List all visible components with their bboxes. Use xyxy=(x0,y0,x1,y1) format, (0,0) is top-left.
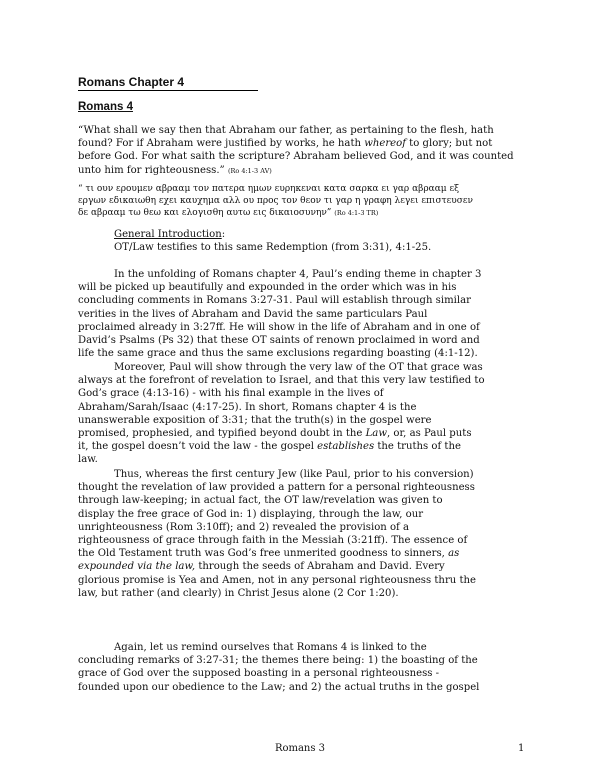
p2-line-7-a: it, the gospel doesn’t void the law - the gospel xyxy=(78,441,318,453)
chapter-title: Romans Chapter 4 xyxy=(78,76,258,91)
p2-line-1: Moreover, Paul will show through the very law of the OT that grace was xyxy=(114,362,483,373)
p2-establishes: establishes xyxy=(317,441,375,453)
p2-line-4: Abraham/Sarah/Isaac (4:17-25). In short, Romans chapter 4 is the xyxy=(78,401,417,413)
quote-english-whereof: whereof xyxy=(364,138,406,150)
section-title: Romans 4 xyxy=(78,101,133,113)
p2-line-7 xyxy=(78,440,530,453)
quote-greek-line-2: εργων εδικαιωθη εχει καυχημα αλλ ου προς τον θεον τι γαρ η γραφη λεγει επιστευσεν xyxy=(78,196,473,206)
p3-line-8-b: through the seeds of Abraham and David. Every xyxy=(195,561,445,573)
p3-line-6: righteousness of grace through faith in the Messiah (3:21ff). The essence of xyxy=(78,535,468,547)
p2-line-6-a: promised, prophesied, and typified beyond doubt in the xyxy=(78,428,366,440)
p3-line-4: display the free grace of God in: 1) displaying, through the law, our xyxy=(78,508,424,520)
p4-line-3: grace of God over the supposed boasting in a personal righteousness - xyxy=(78,668,440,680)
intro-section xyxy=(114,228,530,254)
quote-english-line-2-text: found? For if Abraham were justified by works, he hath xyxy=(78,138,365,150)
p1-line-3: concluding comments in Romans 3:27-31. Paul will establish through similar xyxy=(78,295,471,307)
p3-as: as xyxy=(448,548,460,560)
intro-heading-colon: : xyxy=(221,229,226,240)
footer-title: Romans 3 xyxy=(274,743,326,754)
p2-law: Law xyxy=(365,428,387,440)
p3-line-7 xyxy=(78,547,530,560)
p1-line-6: David’s Psalms (Ps 32) that these OT saints of renown proclaimed in word and xyxy=(78,335,480,347)
p3-line-8 xyxy=(78,560,530,573)
p2-line-6-b: , or, as Paul puts xyxy=(386,428,472,440)
quote-greek-line-3-text: δε αβρααμ τω θεω και ελογισθη αυτω εις δικαιοσυνην” xyxy=(78,208,332,218)
p3-expounded: expounded via the law, xyxy=(78,561,196,573)
p1-line-2: will be picked up beautifully and expounded in the order which was in his xyxy=(78,282,457,294)
quote-english-line-4 xyxy=(78,164,530,178)
p3-line-9: glorious promise is Yea and Amen, not in any personal righteousness thru the xyxy=(78,574,477,586)
quote-english-line-2 xyxy=(78,137,530,150)
footer-page-number: 1 xyxy=(518,743,525,754)
quote-english-line-3: before God. For what saith the scripture? Abraham believed God, and it was counted xyxy=(78,151,514,163)
p3-line-1: Thus, whereas the first century Jew (like Paul, prior to his conversion) xyxy=(114,469,474,480)
p2-line-6 xyxy=(78,427,530,440)
p2-line-8: law. xyxy=(78,454,98,466)
intro-subline: OT/Law testifies to this same Redemption (from 3:31), 4:1-25. xyxy=(114,242,432,254)
quote-english-line-1: “What shall we say then that Abraham our father, as pertaining to the flesh, hath xyxy=(78,125,494,136)
p1-line-4: verities in the lives of Abraham and David the same particulars Paul xyxy=(78,308,428,320)
p3-line-7-a: the Old Testament truth was God’s free unmerited goodness to sinners, xyxy=(78,548,449,560)
quote-english-line-4-text: unto him for righteousness.” xyxy=(78,164,225,176)
paragraph-2 xyxy=(78,361,530,467)
p2-line-7-b: the truths of the xyxy=(374,441,461,453)
quote-english xyxy=(78,124,530,178)
paragraph-3 xyxy=(78,468,530,600)
p4-line-2: concluding remarks of 3:27-31; the themes there being: 1) the boasting of the xyxy=(78,655,478,667)
p3-line-5: unrighteousness (Rom 3:10ff); and 2) revealed the provision of a xyxy=(78,521,410,533)
p1-line-5: proclaimed already in 3:27ff. He will show in the life of Abraham and in one of xyxy=(78,321,480,333)
quote-greek xyxy=(78,183,530,219)
p3-line-3: through law-keeping; in actual fact, the OT law/revelation was given to xyxy=(78,495,443,507)
p4-line-1: Again, let us remind ourselves that Romans 4 is linked to the xyxy=(114,642,427,653)
p3-line-2: thought the revelation of law provided a pattern for a personal righteousness xyxy=(78,482,475,494)
quote-greek-line-3 xyxy=(78,207,530,219)
p2-line-3: God’s grace (4:13-16) - with his final example in the lives of xyxy=(78,388,384,400)
intro-heading-line xyxy=(114,228,530,241)
p1-line-7: life the same grace and thus the same exclusions regarding boasting (4:1-12). xyxy=(78,348,478,360)
paragraph-1 xyxy=(78,268,530,360)
p1-line-1: In the unfolding of Romans chapter 4, Paul’s ending theme in chapter 3 xyxy=(114,269,482,280)
quote-english-ref: (Ro 4:1-3 AV) xyxy=(227,166,272,175)
p2-line-5: unanswerable exposition of 3:31; that the truth(s) in the gospel were xyxy=(78,414,432,426)
paragraph-4 xyxy=(78,641,530,694)
quote-english-line-2-tail: to glory; but not xyxy=(405,138,493,150)
p3-line-10: law, but rather (and clearly) in Christ Jesus alone (2 Cor 1:20). xyxy=(78,587,399,599)
quote-greek-ref: (Ro 4:1-3 TR) xyxy=(334,209,379,217)
p4-line-4: founded upon our obedience to the Law; and 2) the actual truths in the gospel xyxy=(78,681,480,693)
quote-greek-line-1: “ τι ουν ερουμεν αβρααμ τον πατερα ημων ευρηκεναι κατα σαρκα ει γαρ αβρααμ εξ xyxy=(78,184,460,194)
intro-heading: General Introduction xyxy=(114,229,222,240)
p2-line-2: always at the forefront of revelation to Israel, and that this very law testified to xyxy=(78,375,485,387)
